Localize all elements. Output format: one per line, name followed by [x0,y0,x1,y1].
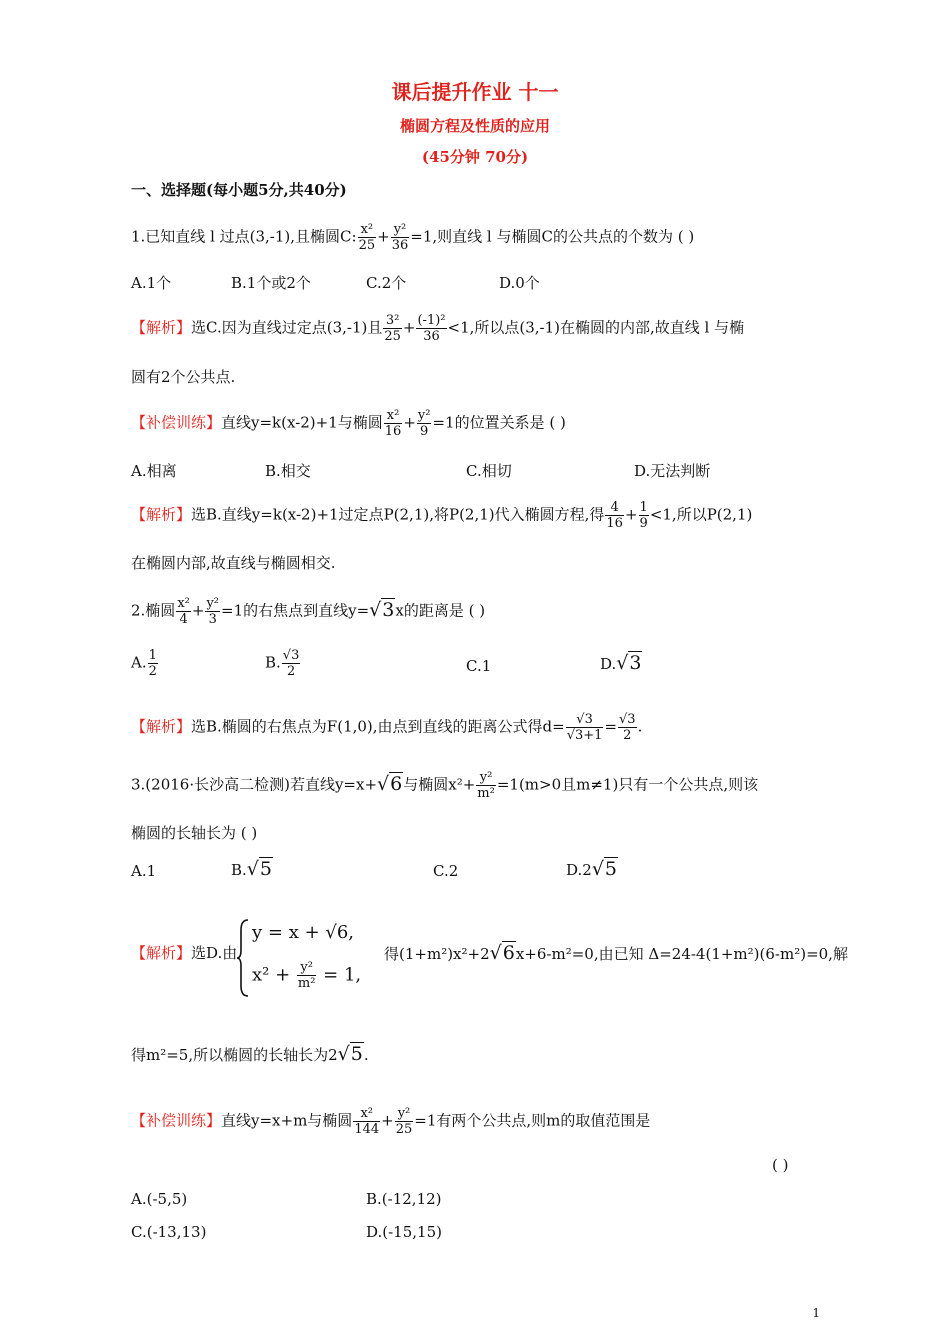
q3-stem-cont: 椭圆的长轴长为 ( ) [131,824,258,842]
page-number: 1 [812,1306,820,1320]
bc1-stem: 【补偿训练】直线y=k(x-2)+1与椭圆 $\frac{\text{x²}}{16}$ + $\frac{\text{y²}}{9}$ =1的位置关系是 ( ) [131,408,566,439]
time-score: (45分钟 70分) [421,148,529,166]
q1-option-c: C.2个 [366,274,407,292]
bc2-option-a: A.(-5,5) [131,1190,188,1208]
q3-stem: 3.(2016·长沙高二检测)若直线y=x+√6与椭圆x²+ $\frac{\text{y²}}{\text{m²}}$ =1(m>0且m≠1)只有一个公共点,则该 [131,770,759,801]
q2-option-c: C.1 [466,657,492,675]
q2-option-a: A. $\frac{1}{2}$ [131,648,157,679]
bc1-analysis: 【解析】选B.直线y=k(x-2)+1过定点P(2,1),将P(2,1)代入椭圆方程,得 $\frac{4}{16}$ + $\frac{1}{9}$ <1,所以P(2,1) [131,500,753,531]
bc2-answer-paren: ( ) [772,1156,789,1174]
q2-stem: 2.椭圆 $\frac{\text{x²}}{4}$ + $\frac{\text{y²}}{3}$ =1的右焦点到直线y=√3x的距离是 ( ) [131,596,486,627]
bc2-option-b: B.(-12,12) [366,1190,442,1208]
system-eq-2: x² + $\frac{\text{y²}}{\text{m²}}$ = 1, [252,960,362,991]
q1-stem: 1.已知直线 l 过点(3,-1),且椭圆C: $\frac{\text{x²}}{25}$ + $\frac{\text{y²}}{36}$ =1,则直线 l 与椭圆C的公共点的个数为 ( ) [131,222,695,253]
system-eq-1: y = x + √6, [252,922,355,943]
bc2-stem: 【补偿训练】直线y=x+m与椭圆 $\frac{\text{x²}}{144}$ + $\frac{\text{y²}}{25}$ =1有两个公共点,则m的取值范围是 [131,1106,651,1137]
q1-option-d: D.0个 [499,274,540,292]
bc1-option-d: D.无法判断 [634,462,711,480]
bc2-option-c: C.(-13,13) [131,1223,207,1241]
q3-option-b: B.√5 [231,858,272,880]
system-brace [236,918,250,998]
q3-option-c: C.2 [433,862,459,880]
q1-analysis-cont: 圆有2个公共点. [131,368,236,386]
q2-option-b: B. $\frac{√3}{2}$ [265,648,300,679]
q3-analysis-cont: 得m²=5,所以椭圆的长轴长为2√5. [131,1043,369,1065]
q1-option-a: A.1个 [131,274,172,292]
q1-option-b: B.1个或2个 [231,274,311,292]
q2-analysis: 【解析】选B.椭圆的右焦点为F(1,0),由点到直线的距离公式得d= $\frac{√3}{√3+1}$ = $\frac{√3}{2}$ . [131,712,643,743]
section-heading: 一、选择题(每小题5分,共40分) [131,181,347,199]
q3-analysis-lead: 【解析】选D.由 [131,944,238,962]
q1-analysis: 【解析】选C.因为直线过定点(3,-1)且 $\frac{\text{3²}}{25}$ + $\frac{\text{(-1)²}}{36}$ <1,所以点(3,-1)在椭圆的内部,故直线 l 与椭 [131,313,745,344]
q3-analysis: 得(1+m²)x²+2√6x+6-m²=0,由已知 Δ=24-4(1+m²)(6-m²)=0,解 [384,942,848,964]
bc1-option-a: A.相离 [131,462,177,480]
bc1-option-b: B.相交 [265,462,311,480]
bc2-option-d: D.(-15,15) [366,1223,442,1241]
bc1-option-c: C.相切 [466,462,512,480]
q3-option-a: A.1 [131,862,157,880]
q2-option-d: D.√3 [600,652,642,674]
q3-option-d: D.2√5 [566,858,618,880]
page-subtitle: 椭圆方程及性质的应用 [399,117,550,135]
page-title: 课后提升作业 十一 [391,80,559,104]
bc1-analysis-cont: 在椭圆内部,故直线与椭圆相交. [131,554,336,572]
